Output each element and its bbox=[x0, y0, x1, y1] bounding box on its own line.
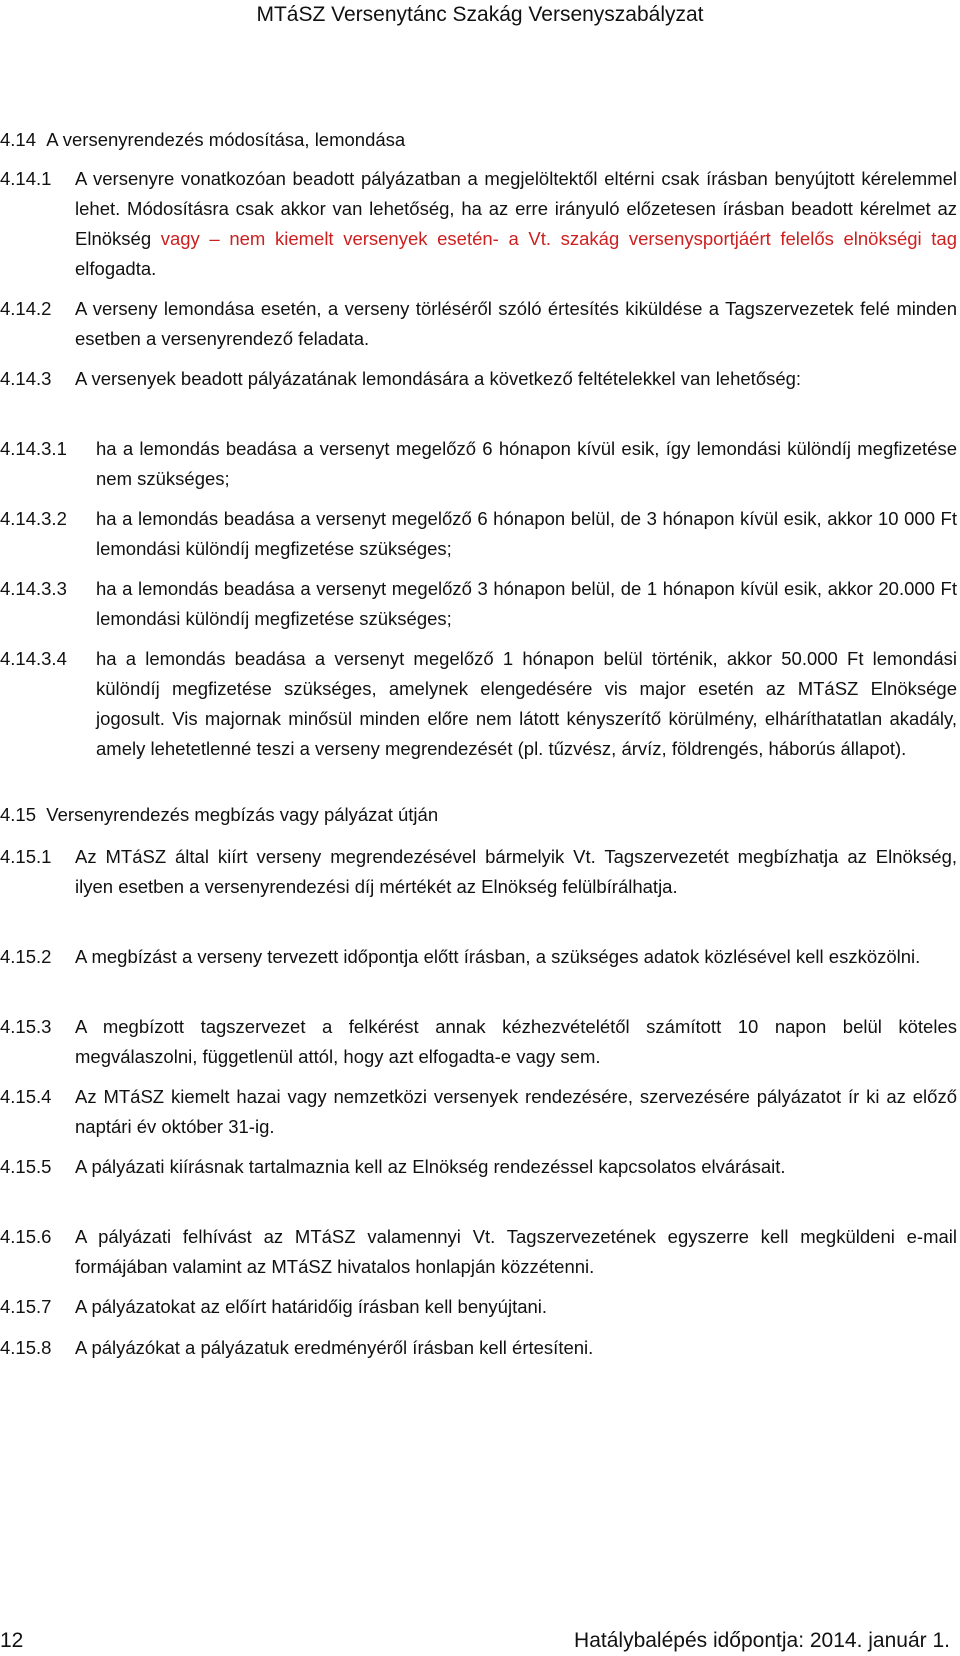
paragraph-number: 4.15.2 bbox=[0, 946, 52, 967]
paragraph-number: 4.15.6 bbox=[0, 1226, 52, 1247]
paragraph-4-14-3-3 bbox=[0, 574, 957, 634]
paragraph-4-15-2 bbox=[0, 942, 957, 972]
paragraph-text: A pályázókat a pályázatuk eredményéről írásban kell értesíteni. bbox=[75, 1337, 594, 1358]
paragraph-text: A megbízást a verseny tervezett időpontja előtt írásban, a szükséges adatok közlésével kell eszközölni. bbox=[75, 946, 921, 967]
paragraph-4-15-1 bbox=[0, 842, 957, 902]
section-title: Versenyrendezés megbízás vagy pályázat útján bbox=[46, 804, 439, 825]
paragraph-4-15-4 bbox=[0, 1082, 957, 1142]
paragraph-4-14-1 bbox=[0, 164, 957, 284]
paragraph-4-14-3-1 bbox=[0, 434, 957, 494]
text-run: A versenyre vonatkozóan beadott pályázatban a megjelöltektől eltérni csak írásban benyújtott kérelemmel lehet. Módosításra csak akkor van lehetőség, ha az erre irányuló előzetesen írásban beadott kérelmet az Elnökség bbox=[75, 168, 957, 249]
paragraph-number: 4.15.5 bbox=[0, 1156, 52, 1177]
paragraph-number: 4.15.8 bbox=[0, 1337, 52, 1358]
paragraph-text bbox=[75, 164, 957, 284]
paragraph-text: A megbízott tagszervezet a felkérést annak kézhezvételétől számított 10 napon belül köteles megválaszolni, függetlenül attól, hogy azt elfogadta-e vagy sem. bbox=[75, 1016, 957, 1067]
section-title: A versenyrendezés módosítása, lemondása bbox=[46, 129, 406, 150]
paragraph-number: 4.14.3.1 bbox=[0, 438, 67, 459]
section-number: 4.14 bbox=[0, 129, 37, 150]
paragraph-number: 4.15.3 bbox=[0, 1016, 52, 1037]
paragraph-text: ha a lemondás beadása a versenyt megelőző 6 hónapon belül, de 3 hónapon kívül esik, akkor 10 000 Ft lemondási különdíj megfizetése szükséges; bbox=[96, 508, 957, 559]
paragraph-text: Az MTáSZ által kiírt verseny megrendezésével bármelyik Vt. Tagszervezetét megbízhatja az Elnökség, ilyen esetben a versenyrendezési díj mértékét az Elnökség felülbírálhatja. bbox=[75, 846, 957, 897]
paragraph-number: 4.14.1 bbox=[0, 168, 52, 189]
paragraph-text: ha a lemondás beadása a versenyt megelőző 6 hónapon kívül esik, így lemondási különdíj megfizetése nem szükséges; bbox=[96, 438, 957, 489]
paragraph-4-15-8 bbox=[0, 1333, 957, 1363]
paragraph-number: 4.14.3.3 bbox=[0, 578, 67, 599]
paragraph-number: 4.14.3.2 bbox=[0, 508, 67, 529]
paragraph-text: Az MTáSZ kiemelt hazai vagy nemzetközi versenyek rendezésére, szervezésére pályázatot ír ki az előző naptári év október 31-ig. bbox=[75, 1086, 957, 1137]
paragraph-text: A pályázatokat az előírt határidőig írásban kell benyújtani. bbox=[75, 1296, 548, 1317]
effective-date: Hatálybalépés időpontja: 2014. január 1. bbox=[574, 1629, 950, 1652]
paragraph-number: 4.14.2 bbox=[0, 298, 52, 319]
paragraph-4-14-3-4 bbox=[0, 644, 957, 764]
paragraph-4-15-7 bbox=[0, 1292, 957, 1322]
paragraph-4-15-3 bbox=[0, 1012, 957, 1072]
paragraph-text: A verseny lemondása esetén, a verseny törléséről szóló értesítés kiküldése a Tagszervezetek felé minden esetben a versenyrendező feladata. bbox=[75, 298, 957, 349]
page-header: MTáSZ Versenytánc Szakág Versenyszabályzat bbox=[256, 3, 704, 26]
page-number: 12 bbox=[0, 1629, 24, 1652]
text-run: elfogadta. bbox=[75, 258, 157, 279]
paragraph-4-14-3-2 bbox=[0, 504, 957, 564]
paragraph-number: 4.14.3.4 bbox=[0, 648, 67, 669]
paragraph-text: A versenyek beadott pályázatának lemondására a következő feltételekkel van lehetőség: bbox=[75, 368, 802, 389]
paragraph-4-15-5 bbox=[0, 1152, 957, 1182]
section-heading-4-15 bbox=[0, 800, 438, 829]
paragraph-text: A pályázati kiírásnak tartalmaznia kell az Elnökség rendezéssel kapcsolatos elvárásait. bbox=[75, 1156, 786, 1177]
paragraph-number: 4.15.4 bbox=[0, 1086, 52, 1107]
paragraph-4-14-2 bbox=[0, 294, 957, 354]
paragraph-text: ha a lemondás beadása a versenyt megelőző 1 hónapon belül történik, akkor 50.000 Ft lemondási különdíj megfizetése szükséges, amelynek elengedésére vis major esetén az MTáSZ Elnöksége jogosult. Vis majornak minősül minden előre nem látott kényszerítő körülmény, elháríthatatlan akadály, amely lehetetlenné teszi a verseny megrendezését (pl. tűzvész, árvíz, földrengés, háborús állapot). bbox=[96, 648, 957, 759]
paragraph-text: ha a lemondás beadása a versenyt megelőző 3 hónapon belül, de 1 hónapon kívül esik, akkor 20.000 Ft lemondási különdíj megfizetése szükséges; bbox=[96, 578, 957, 629]
paragraph-text: A pályázati felhívást az MTáSZ valamennyi Vt. Tagszervezetének egyszerre kell megküldeni e-mail formájában valamint az MTáSZ hivatalos honlapján közzétenni. bbox=[75, 1226, 957, 1277]
paragraph-4-15-6 bbox=[0, 1222, 957, 1282]
paragraph-number: 4.15.7 bbox=[0, 1296, 52, 1317]
section-heading-4-14 bbox=[0, 125, 405, 154]
paragraph-number: 4.14.3 bbox=[0, 368, 52, 389]
paragraph-number: 4.15.1 bbox=[0, 846, 52, 867]
paragraph-4-14-3 bbox=[0, 364, 957, 394]
section-number: 4.15 bbox=[0, 804, 37, 825]
highlighted-text: vagy – nem kiemelt versenyek esetén- a Vt. szakág versenysportjáért felelős elnökségi tag bbox=[160, 228, 957, 249]
